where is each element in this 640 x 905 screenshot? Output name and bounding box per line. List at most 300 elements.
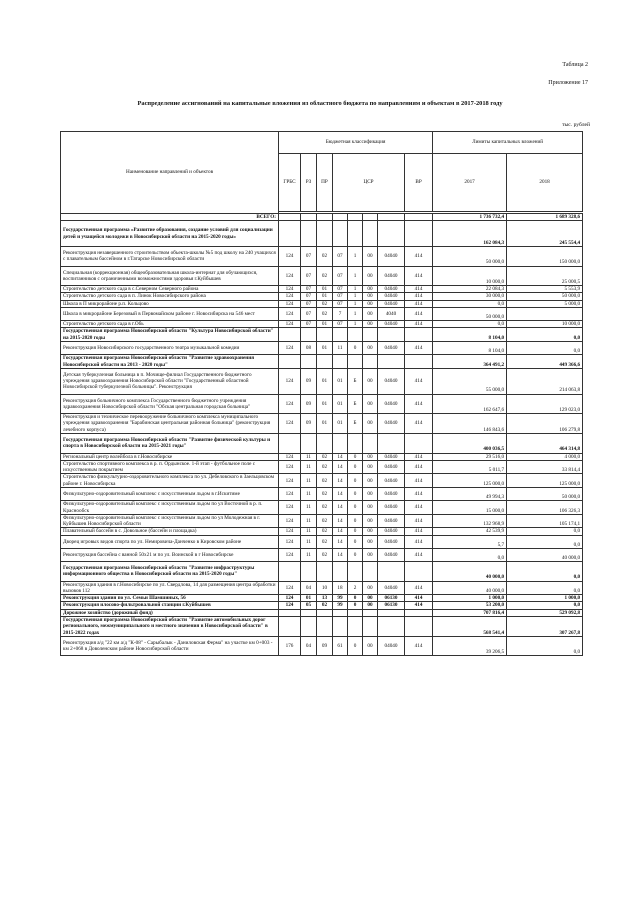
row-code-g: 04040 [378,535,405,548]
row-code-d: 14 [333,488,348,501]
row-code-a: 124 [279,488,301,501]
row-code-c: 02 [317,514,333,528]
row-value-2017: 50 000,0 [433,307,507,320]
table-row [61,548,583,561]
row-code-g: 04040 [378,321,405,328]
row-name: Реконструкция и техническое перевооружение больничного комплекса муниципального учреждения здравоохранения "Барабинская центральная районная больница" (реконструкция лечебного корпуса) [61,414,279,434]
row-code-d: 7 [333,307,348,320]
row-code-f: 00 [363,488,378,501]
row-code-a: 124 [279,414,301,434]
table-row [61,321,583,328]
row-value-2018: 464 314,8 [507,434,583,454]
row-name: Строительство спортивного комплекса в р. п. Ордынское. 1-й этап - футбольное поле с искусственным покрытием [61,460,279,474]
row-code-f: 00 [363,342,378,355]
row-name: Реконструкция здания в г.Новосибирске по ул. Свердлова, 14 для размещения центра обработки вызовов 112 [61,581,279,595]
row-code-b: 07 [301,266,317,286]
table-row [61,307,583,320]
row-code-d: 01 [333,368,348,394]
row-code-a: 124 [279,321,301,328]
table-row [61,617,583,637]
row-name: Строительство детского сада в п. Линок Новосибирского района [61,293,279,300]
row-code-c: 01 [317,394,333,414]
row-code-c: 01 [317,342,333,355]
row-code-e: 0 [348,636,363,656]
row-code-g: 04040 [378,460,405,474]
row-code-h: 414 [405,293,433,300]
row-name: ВСЕГО: [61,214,279,221]
row-code-d [333,214,348,221]
row-code-h [405,434,433,454]
row-code-c: 02 [317,453,333,460]
row-value-2018: 0,0 [507,528,583,535]
row-value-2017: 132 968,9 [433,514,507,528]
row-code-a: 124 [279,501,301,515]
row-value-2017: 162 647,6 [433,394,507,414]
row-code-a: 124 [279,548,301,561]
row-value-2017: 50 000,0 [433,247,507,267]
row-name: Государственная программа Новосибирской области "Развитие здравоохранения Новосибирской области на 2013 - 2020 годы" [61,355,279,369]
row-code-a: 124 [279,453,301,460]
row-code-c [317,562,333,582]
row-name: Государственная программа Новосибирской области "Развитие физической культуры и спорта в Новосибирской области на 2015-2021 годы" [61,434,279,454]
row-name: Плавательный бассейн в с. Довольное (бассейн и площадка) [61,528,279,535]
row-value-2017: 42 539,9 [433,528,507,535]
row-code-e: 1 [348,321,363,328]
row-code-f: 00 [363,293,378,300]
table-row [61,514,583,528]
table-row [61,266,583,286]
row-code-e [348,434,363,454]
row-code-e: 0 [348,548,363,561]
row-code-d: 99 [333,602,348,609]
row-code-d [333,434,348,454]
table-row [61,434,583,454]
row-code-h: 414 [405,474,433,488]
row-value-2018: 0,0 [507,535,583,548]
row-code-b: 07 [301,321,317,328]
table-row [61,355,583,369]
row-value-2017: 22 084,3 [433,286,507,293]
row-code-e: 0 [348,488,363,501]
row-value-2018: 40 000,0 [507,548,583,561]
row-code-e: 1 [348,266,363,286]
row-code-c: 02 [317,460,333,474]
row-code-g: 04040 [378,414,405,434]
table-row [61,368,583,394]
row-code-e: Б [348,394,363,414]
row-code-e: 2 [348,581,363,595]
row-code-a: 124 [279,581,301,595]
row-value-2018: 0,0 [507,581,583,595]
row-name: Физкультурно-оздоровительный комплекс с искусственным льдом по ул Восточной в р. п. Краснообск [61,501,279,515]
row-code-e [348,562,363,582]
header-limits: Лимиты капитальных вложений [433,132,583,154]
row-value-2018: 5 553,9 [507,286,583,293]
row-value-2017: 53 200,0 [433,602,507,609]
row-code-c: 02 [317,602,333,609]
row-code-h [405,617,433,637]
row-value-2017: 5,7 [433,535,507,548]
row-code-d: 14 [333,501,348,515]
row-code-g: 04040 [378,501,405,515]
row-code-f: 00 [363,414,378,434]
row-code-h: 414 [405,581,433,595]
header-grbs: ГРБС [279,154,301,212]
row-code-a: 124 [279,286,301,293]
row-name: Реконструкция Новосибирского государственного театра музыкальной комедии [61,342,279,355]
row-code-a: 124 [279,595,301,602]
table-row [61,602,583,609]
row-value-2017: 30 000,0 [433,293,507,300]
row-value-2018: 50 000,0 [507,293,583,300]
row-name: Государственная программа Новосибирской области "Развитие инфраструктуры информационного общества в Новосибирской области на 2015-2020 годы" [61,562,279,582]
row-code-g [378,328,405,342]
row-value-2018: 0,0 [507,328,583,342]
row-code-h [405,609,433,616]
row-value-2018: 5 000,0 [507,300,583,307]
table-row [61,528,583,535]
row-name: Реконструкция больничного комплекса Государственного бюджетного учреждения здравоохранения Новосибирской области "Обская центральная городская больница" [61,394,279,414]
row-code-c: 01 [317,368,333,394]
table-row [61,247,583,267]
row-name: Физкультурно-оздоровительный комплекс с искусственным льдом по ул Молодежная в г. Куйбышев Новосибирской области [61,514,279,528]
row-code-f [363,221,378,247]
row-code-a: 124 [279,460,301,474]
row-code-b: 07 [301,247,317,267]
row-code-e: 1 [348,300,363,307]
row-code-f: 00 [363,307,378,320]
row-code-f: 00 [363,247,378,267]
row-value-2017: 0,0 [433,300,507,307]
header-csr: ЦСР [333,154,405,212]
row-value-2017: 5 011,7 [433,460,507,474]
row-code-a: 124 [279,307,301,320]
row-code-c: 01 [317,293,333,300]
row-code-a [279,214,301,221]
row-code-a: 124 [279,394,301,414]
row-code-g: 04040 [378,514,405,528]
row-value-2018: 0,0 [507,342,583,355]
allocation-table [60,131,583,656]
row-code-b: 07 [301,286,317,293]
row-code-e: 1 [348,293,363,300]
row-code-e [348,609,363,616]
row-code-d [333,609,348,616]
row-name: Строительство физкультурно-оздоровительного комплекса по ул. Дебеловского в Заельцовском районе г. Новосибирска [61,474,279,488]
row-name: Реконструкция незавершенного строительством объекта-школы №5 под школу на 240 учащихся с плавательным бассейном в г.Татарске Новосибирской области [61,247,279,267]
row-value-2018: 1 000,0 [507,595,583,602]
row-value-2017: 0,0 [433,321,507,328]
row-code-h: 414 [405,300,433,307]
row-code-a: 124 [279,474,301,488]
row-code-f: 00 [363,548,378,561]
row-code-c: 02 [317,548,333,561]
row-code-d: 07 [333,266,348,286]
row-code-g: 04040 [378,548,405,561]
row-name: Реконструкция илосово-фильтровальной станции г.Куйбышев [61,602,279,609]
row-code-b [301,562,317,582]
row-value-2017: 162 084,3 [433,221,507,247]
row-code-h: 414 [405,247,433,267]
row-code-g: 04040 [378,453,405,460]
row-code-e: 0 [348,342,363,355]
row-code-e: 0 [348,460,363,474]
table-row [61,414,583,434]
row-code-h: 414 [405,488,433,501]
row-code-b: 11 [301,514,317,528]
row-value-2017: 1 736 732,4 [433,214,507,221]
table-row [61,394,583,414]
row-code-d: 18 [333,581,348,595]
row-value-2017: 8 104,0 [433,328,507,342]
row-code-f [363,434,378,454]
row-code-c: 10 [317,581,333,595]
table-row [61,501,583,515]
row-value-2017: 55 000,0 [433,368,507,394]
row-code-g: 04040 [378,581,405,595]
row-code-d: 07 [333,321,348,328]
row-code-g: 04040 [378,293,405,300]
row-code-g [378,562,405,582]
row-code-a: 124 [279,368,301,394]
row-code-c: 09 [317,636,333,656]
row-code-a: 176 [279,636,301,656]
table-body [61,214,583,656]
row-code-h [405,328,433,342]
row-value-2018: 0,0 [507,562,583,582]
row-value-2018: 150 000,0 [507,247,583,267]
row-code-h [405,214,433,221]
row-code-f: 00 [363,474,378,488]
row-code-g [378,355,405,369]
appendix-label: Приложение 17 [548,80,588,86]
row-value-2018: 25 000,5 [507,266,583,286]
row-value-2017: 400 036,5 [433,434,507,454]
row-code-e [348,617,363,637]
row-code-b [301,434,317,454]
row-code-d: 14 [333,548,348,561]
row-code-c [317,328,333,342]
table-row [61,453,583,460]
row-name: Детская туберкулезная больница в п. Мочище-филиал Государственного бюджетного учреждения здравоохранения Новосибирской области "Государственный областной Новосибирской туберкулезной больницы". Реконструкция [61,368,279,394]
row-code-d: 01 [333,394,348,414]
row-code-d: 07 [333,300,348,307]
row-code-g [378,617,405,637]
row-code-b: 11 [301,474,317,488]
row-code-c [317,434,333,454]
row-code-b: 07 [301,300,317,307]
row-code-c [317,214,333,221]
row-code-b: 05 [301,602,317,609]
row-code-h: 414 [405,514,433,528]
table-row [61,460,583,474]
header-vr: ВР [405,154,433,212]
header-rz: РЗ [301,154,317,212]
table-row [61,581,583,595]
row-code-h: 414 [405,342,433,355]
row-code-f: 00 [363,501,378,515]
row-code-d: 14 [333,528,348,535]
row-code-h: 414 [405,595,433,602]
row-value-2018: 0,0 [507,636,583,656]
row-code-f: 00 [363,535,378,548]
row-code-b: 09 [301,414,317,434]
row-code-d [333,562,348,582]
row-code-a [279,355,301,369]
row-code-f: 00 [363,528,378,535]
row-code-g: 06130 [378,602,405,609]
row-value-2017: 29 516,0 [433,453,507,460]
row-code-b [301,214,317,221]
row-value-2017: 146 843,6 [433,414,507,434]
row-value-2018: 50 000,0 [507,488,583,501]
row-name: Строительство детского сада в с.Северном Северного района [61,286,279,293]
row-code-g: 04040 [378,474,405,488]
row-value-2017: 0,0 [433,548,507,561]
row-code-e: 0 [348,514,363,528]
row-code-b [301,221,317,247]
row-code-h: 414 [405,368,433,394]
row-value-2017: 10 000,0 [433,266,507,286]
table-row [61,595,583,602]
row-value-2018: 529 092,8 [507,609,583,616]
row-code-c: 02 [317,474,333,488]
row-value-2018: 106 326,3 [507,501,583,515]
row-code-c [317,609,333,616]
row-code-h: 414 [405,414,433,434]
row-code-d: 61 [333,636,348,656]
row-code-a [279,562,301,582]
row-code-d: 14 [333,514,348,528]
row-code-e: 0 [348,474,363,488]
row-value-2017: 15 000,0 [433,501,507,515]
table-row [61,488,583,501]
row-value-2017: 40 000,0 [433,562,507,582]
table-row [61,609,583,616]
row-code-b [301,609,317,616]
row-code-f: 00 [363,321,378,328]
row-name: Реконструкция здания по ул. Семьи Шамшиных, 56 [61,595,279,602]
row-code-c: 02 [317,535,333,548]
row-code-g: 4040 [378,307,405,320]
table-row [61,474,583,488]
row-code-e: Б [348,368,363,394]
row-code-f: 00 [363,460,378,474]
row-name: Региональный центр волейбола в г.Новосибирске [61,453,279,460]
table-row [61,342,583,355]
row-value-2017: 125 000,0 [433,474,507,488]
row-code-g: 04040 [378,528,405,535]
row-code-b [301,617,317,637]
row-code-d: 14 [333,453,348,460]
row-code-h [405,562,433,582]
row-code-f: 00 [363,602,378,609]
row-code-d: 01 [333,414,348,434]
row-code-d: 07 [333,247,348,267]
row-code-h: 414 [405,266,433,286]
row-code-h [405,221,433,247]
row-code-h: 414 [405,528,433,535]
row-code-f [363,562,378,582]
row-value-2018: 449 366,6 [507,355,583,369]
row-value-2017: 568 541,4 [433,617,507,637]
row-value-2018: 106 279,8 [507,414,583,434]
row-code-g: 04040 [378,300,405,307]
row-code-d [333,221,348,247]
row-code-d: 14 [333,474,348,488]
row-code-b: 11 [301,535,317,548]
row-code-c: 01 [317,321,333,328]
row-code-f: 00 [363,394,378,414]
row-code-f [363,214,378,221]
row-code-g: 06130 [378,595,405,602]
row-code-g [378,221,405,247]
row-code-d: 07 [333,293,348,300]
row-name: Реконструкция бассейна с ванной 50х21 м по ул. Воинской в г Новосибирске [61,548,279,561]
row-code-d: 99 [333,595,348,602]
row-value-2018: 33 814,4 [507,460,583,474]
row-code-e: Б [348,414,363,434]
row-code-b: 01 [301,595,317,602]
row-code-e [348,355,363,369]
table-row [61,535,583,548]
row-code-h: 414 [405,460,433,474]
row-code-c [317,221,333,247]
row-value-2018: 105 174,1 [507,514,583,528]
table-row [61,328,583,342]
row-value-2018: 307 267,8 [507,617,583,637]
row-code-d: 14 [333,460,348,474]
row-code-c: 02 [317,300,333,307]
row-code-b: 07 [301,293,317,300]
row-code-d: 07 [333,286,348,293]
header-2018: 2018 [507,154,583,212]
row-code-b: 07 [301,307,317,320]
row-code-c [317,355,333,369]
row-code-g: 04040 [378,266,405,286]
row-code-e: 0 [348,602,363,609]
row-code-a: 124 [279,300,301,307]
row-code-f: 00 [363,453,378,460]
table-number: Таблица 2 [562,62,588,68]
row-code-b: 11 [301,460,317,474]
row-code-b: 08 [301,342,317,355]
row-name: Школа в микрорайоне Березовый в Первомайском районе г. Новосибирска на 546 мест [61,307,279,320]
row-name: Реконструкция а/д "22 км а/д "К-08" - Сарыбалык - Даниловская Ферма" на участке км 0+003 - км 2+068 в Доволенском районе Новосибирской области [61,636,279,656]
row-code-b: 11 [301,488,317,501]
row-code-a [279,617,301,637]
row-code-h: 414 [405,535,433,548]
row-name: Школа в П микрорайоне р.п. Кольцово [61,300,279,307]
row-value-2018: 1 689 328,6 [507,214,583,221]
table-row [61,221,583,247]
row-name: Дорожное хозяйство (дорожный фонд) [61,609,279,616]
row-code-h: 414 [405,307,433,320]
row-code-f [363,355,378,369]
row-code-e [348,328,363,342]
row-value-2018: 4 000,0 [507,453,583,460]
row-code-f: 00 [363,514,378,528]
row-code-g: 04040 [378,368,405,394]
row-value-2018: 125 000,0 [507,474,583,488]
table-row [61,293,583,300]
row-code-g [378,214,405,221]
row-name: Государственная программа Новосибирской области "Культура Новосибирской области" на 2015-2020 годы [61,328,279,342]
row-code-a: 124 [279,342,301,355]
row-code-a [279,609,301,616]
row-code-e: 0 [348,528,363,535]
row-code-c: 02 [317,307,333,320]
